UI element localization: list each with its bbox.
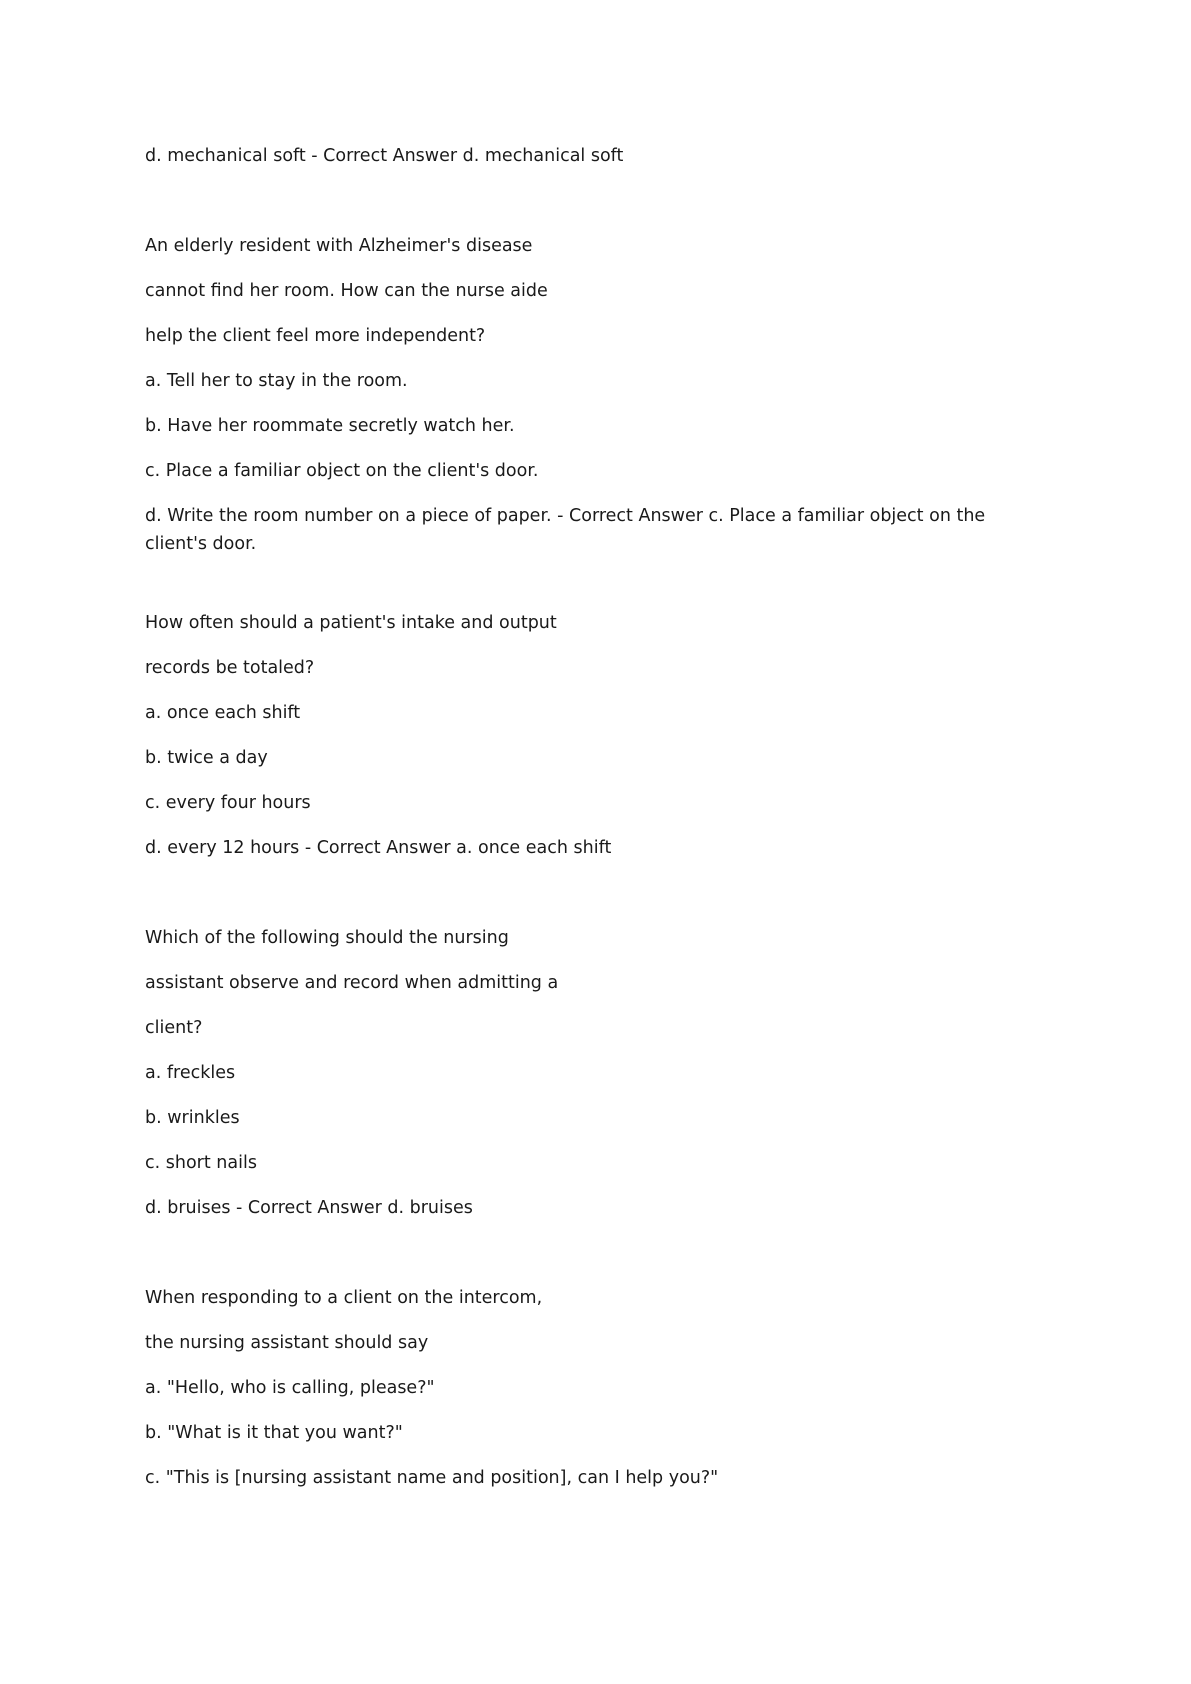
question-separator	[145, 883, 1025, 928]
answer-option: a. Tell her to stay in the room.	[145, 371, 408, 391]
answer-option: b. Have her roommate secretly watch her.	[145, 416, 515, 436]
answer-option: b. wrinkles	[145, 1108, 240, 1128]
answer-option: c. every four hours	[145, 793, 311, 813]
answer-line: d. bruises - Correct Answer d. bruises	[145, 1198, 473, 1218]
answer-option: a. freckles	[145, 1063, 236, 1083]
question-text: client?	[145, 1018, 203, 1038]
question-text: help the client feel more independent?	[145, 326, 486, 346]
answer-option: b. "What is it that you want?"	[145, 1423, 403, 1443]
answer-line: d. Write the room number on a piece of paper. - Correct Answer c. Place a familiar object on the client's door.	[145, 506, 986, 554]
question-text: How often should a patient's intake and output	[145, 613, 557, 633]
answer-line: d. mechanical soft - Correct Answer d. mechanical soft	[145, 146, 624, 166]
answer-option: a. "Hello, who is calling, please?"	[145, 1378, 435, 1398]
document-content	[145, 146, 1025, 1513]
question-text: cannot find her room. How can the nurse aide	[145, 281, 548, 301]
answer-option: a. once each shift	[145, 703, 301, 723]
answer-option: c. short nails	[145, 1153, 257, 1173]
answer-option: c. Place a familiar object on the client's door.	[145, 461, 539, 481]
question-text: When responding to a client on the intercom,	[145, 1288, 543, 1308]
question-text: the nursing assistant should say	[145, 1333, 429, 1353]
answer-line: d. every 12 hours - Correct Answer a. once each shift	[145, 838, 612, 858]
question-text: assistant observe and record when admitting a	[145, 973, 559, 993]
question-text: records be totaled?	[145, 658, 315, 678]
answer-option: b. twice a day	[145, 748, 268, 768]
question-text: An elderly resident with Alzheimer's disease	[145, 236, 533, 256]
question-text: Which of the following should the nursing	[145, 928, 509, 948]
question-separator	[145, 191, 1025, 236]
question-separator	[145, 1243, 1025, 1288]
answer-option: c. "This is [nursing assistant name and position], can I help you?"	[145, 1468, 719, 1488]
